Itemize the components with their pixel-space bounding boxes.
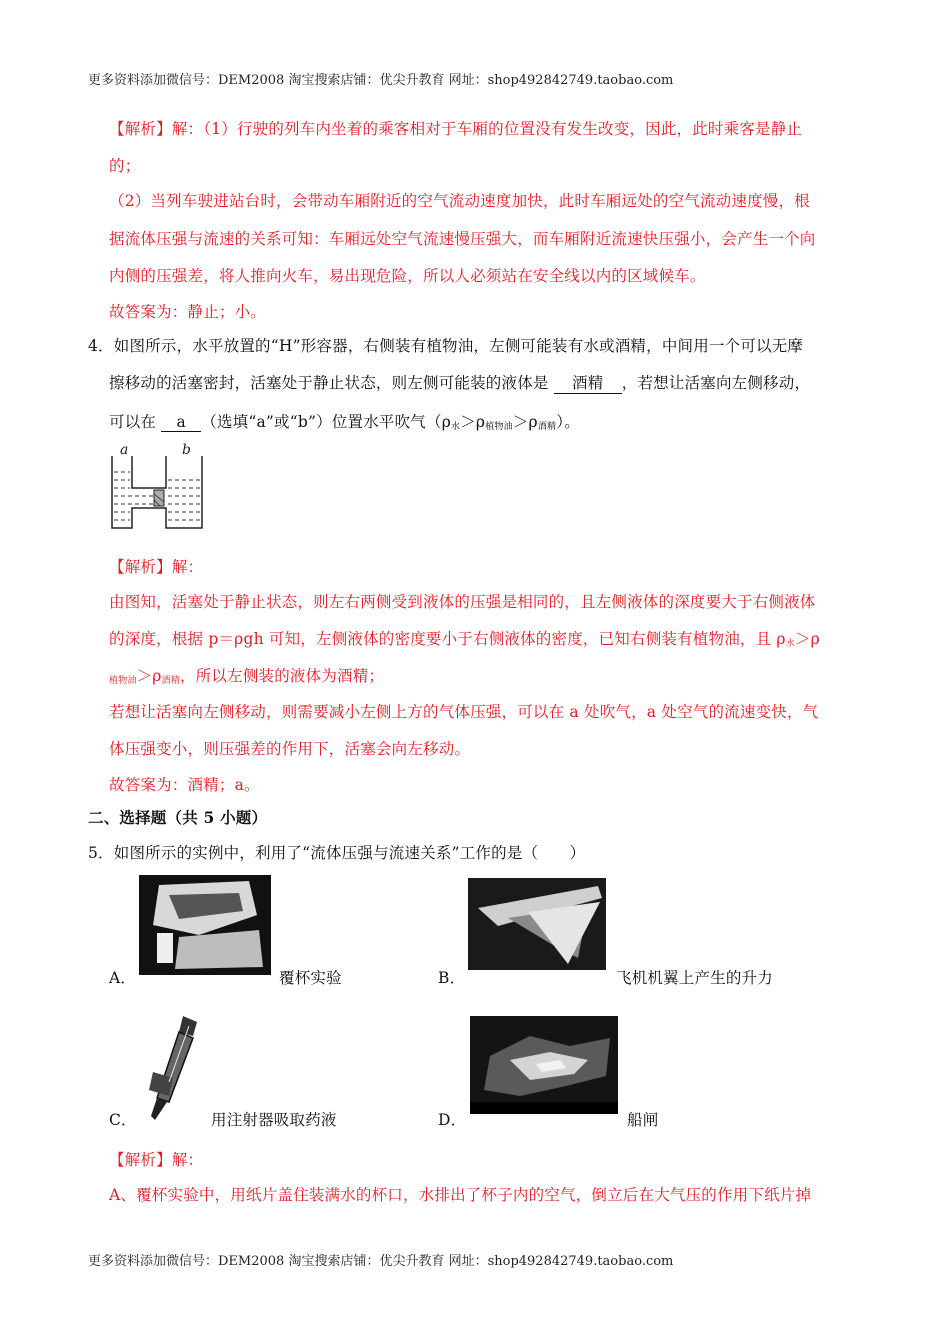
page-footer: 更多资料添加微信号：DEM2008 淘宝搜索店铺：优尖升教育 网址：shop492842749.taobao.com [88,1254,674,1269]
option-b[interactable] [438,966,465,988]
analysis-tag: 【解析】 [109,1151,172,1169]
analysis-4-line-3: $_{植物油}>\rho_{酒精}$，所以左侧装的液体为酒精； [109,667,385,686]
option-b-image [468,878,606,970]
answer-blank-2: a [161,413,201,432]
h-container-figure [108,442,208,532]
analysis-3-answer: 故答案为：静止；小。 [109,303,267,321]
option-d-letter: D． [438,1111,467,1129]
analysis-4-line-5: 体压强变小，则压强差的作用下，活塞会向左移动。 [109,740,471,758]
option-d-image [470,1016,618,1114]
option-a-label: 覆杯实验 [279,969,342,987]
answer-blank-1: 酒精 [554,371,622,394]
analysis-3-line-4: 据流体压强与流速的关系可知：车厢远处空气流速慢压强大，而车厢附近流速快压强小，会产生一个向 [109,230,816,248]
option-a-image [139,875,271,975]
analysis-4-line-4: 若想让活塞向左侧移动，则需要减小左侧上方的气体压强，可以在 a 处吹气，a 处空气的流速变快，气 [109,703,819,721]
question-4-line-2: 擦移动的活塞密封，活塞处于静止状态，则左侧可能装的液体是 酒精 ，若想让活塞向左侧移动， [109,371,810,394]
question-5-stem: 5．如图所示的实例中，利用了“流体压强与流速关系”工作的是（ ） [88,844,586,862]
analysis-4-line-1: 由图知，活塞处于静止状态，则左右两侧受到液体的压强是相同的，且左侧液体的深度要大于右侧液体 [109,593,816,611]
option-c-image [139,1012,209,1124]
analysis-3-line-5: 内侧的压强差，将人推向火车，易出现危险，所以人必须站在安全线以内的区域候车。 [109,267,706,285]
analysis-5-head: 【解析】解： [109,1151,204,1169]
analysis-4-answer: 故答案为：酒精；a。 [109,776,260,794]
analysis-tag: 【解析】 [109,120,172,138]
option-b-letter: B． [438,969,466,987]
page-header: 更多资料添加微信号：DEM2008 淘宝搜索店铺：优尖升教育 网址：shop492842749.taobao.com [88,73,674,88]
analysis-4-line-2: 的深度，根据 p＝ρgh 可知，左侧液体的密度要小于右侧液体的密度，已知右侧装有植物油，且 $\rho_水>\rho$ [109,630,820,649]
question-4-line-1: 4．如图所示，水平放置的“H”形容器，右侧装有植物油，左侧可能装有水或酒精，中间用一个可以无摩 [88,337,804,355]
question-4-line-3: 可以在 a （选填“a”或“b”）位置水平吹气$(\rho_水>\rho_{植物油}>\rho_{酒精})$。 [109,413,580,432]
analysis-3-line-2: 的； [109,157,141,175]
analysis-4-head: 【解析】解： [109,558,204,576]
option-c-label: 用注射器吸取药液 [211,1111,337,1129]
option-a[interactable] [109,966,136,988]
label-b: b [182,442,191,458]
analysis-3-line-3: （2）当列车驶进站台时，会带动车厢附近的空气流动速度加快，此时车厢远处的空气流动速度慢，根 [109,192,810,210]
option-d[interactable] [438,1108,466,1130]
option-d-label: 船闸 [627,1111,659,1129]
option-c-letter: C． [109,1111,137,1129]
analysis-3-line-1: 【解析】解：（1）行驶的列车内坐着的乘客相对于车厢的位置没有发生改变，因此，此时乘客是静止 [109,120,803,138]
analysis-tag: 【解析】 [109,558,172,576]
option-a-letter: A． [109,969,137,987]
analysis-5-line-1: A、覆杯实验中，用纸片盖住装满水的杯口，水排出了杯子内的空气，倒立后在大气压的作用下纸片掉 [109,1186,812,1204]
section-title: 二、选择题（共 5 小题） [88,808,268,827]
label-a: a [120,442,129,458]
option-c[interactable] [109,1108,137,1130]
option-b-label: 飞机机翼上产生的升力 [616,969,774,987]
